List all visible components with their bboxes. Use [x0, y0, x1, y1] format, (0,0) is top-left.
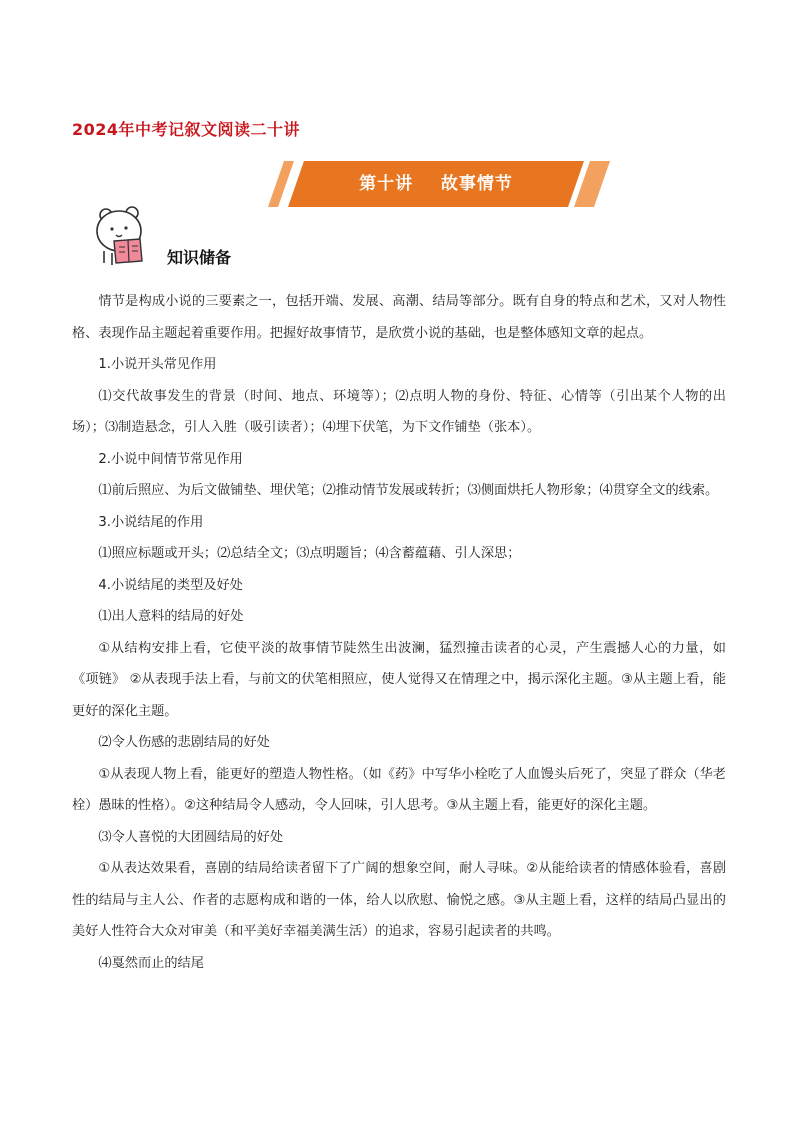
paragraph: ⑴前后照应、为后文做铺垫、埋伏笔；⑵推动情节发展或转折；⑶侧面烘托人物形象；⑷贯穿全文的线索。	[98, 483, 719, 498]
paragraph: ⑴交代故事发生的背景（时间、地点、环境等）；⑵点明人物的身份、特征、心情等（引出某个人物的出场）；⑶制造悬念，引人入胜（吸引读者）；⑷埋下伏笔，为下文作铺垫（张本）。	[72, 388, 726, 435]
body-text	[72, 286, 726, 979]
paragraph: ①从表现人物上看，能更好的塑造人物性格。（如《药》中写华小栓吃了人血馒头后死了，突显了群众（华老栓）愚昧的性格）。②这种结局令人感动，令人回味，引人思考。③从主题上看，能更好的深化主题。	[72, 766, 726, 813]
paragraph: ①从表达效果看，喜剧的结局给读者留下了广阔的想象空间，耐人寻味。②从能给读者的情感体验看，喜剧性的结局与主人公、作者的志愿构成和谐的一体，给人以欣慰、愉悦之感。③从主题上看，这样的结局凸显出的美好人性符合大众对审美（和平美好幸福美满生活）的追求，容易引起读者的共鸣。	[72, 861, 727, 939]
paragraph: ①从结构安排上看，它使平淡的故事情节陡然生出波澜，猛烈撞击读者的心灵，产生震撼人心的力量，如《项链》 ②从表现手法上看，与前文的伏笔相照应，使人觉得又在情理之中，揭示深化主题。③从主题上看，能更好的深化主题。	[72, 640, 726, 719]
subheading: ⑷戛然而止的结尾	[98, 955, 204, 971]
document-title: 2024年中考记叙文阅读二十讲	[72, 120, 301, 139]
subheading: 4.小说结尾的类型及好处	[98, 577, 243, 593]
lecture-banner	[258, 161, 614, 207]
subheading: ⑶令人喜悦的大团圆结局的好处	[98, 829, 284, 845]
subheading: 3.小说结尾的作用	[98, 514, 204, 530]
paragraph: ⑴照应标题或开头；⑵总结全文；⑶点明题旨；⑷含蓄蕴藉、引人深思；	[98, 546, 521, 561]
section-heading: 知识储备	[167, 248, 232, 267]
bear-reading-book-icon	[92, 205, 154, 267]
banner-lecture: 第十讲	[359, 174, 414, 194]
banner-topic: 故事情节	[440, 174, 513, 194]
banner-title	[258, 161, 614, 207]
subheading: ⑴出人意料的结局的好处	[98, 609, 244, 624]
subheading: 2.小说中间情节常见作用	[98, 451, 243, 467]
subheading: ⑵令人伤感的悲剧结局的好处	[98, 735, 270, 750]
subheading: 1.小说开头常见作用	[98, 357, 217, 372]
paragraph: 情节是构成小说的三要素之一，包括开端、发展、高潮、结局等部分。既有自身的特点和艺术，又对人物性格、表现作品主题起着重要作用。把握好故事情节，是欣赏小说的基础，也是整体感知文章的起点。	[72, 294, 726, 341]
